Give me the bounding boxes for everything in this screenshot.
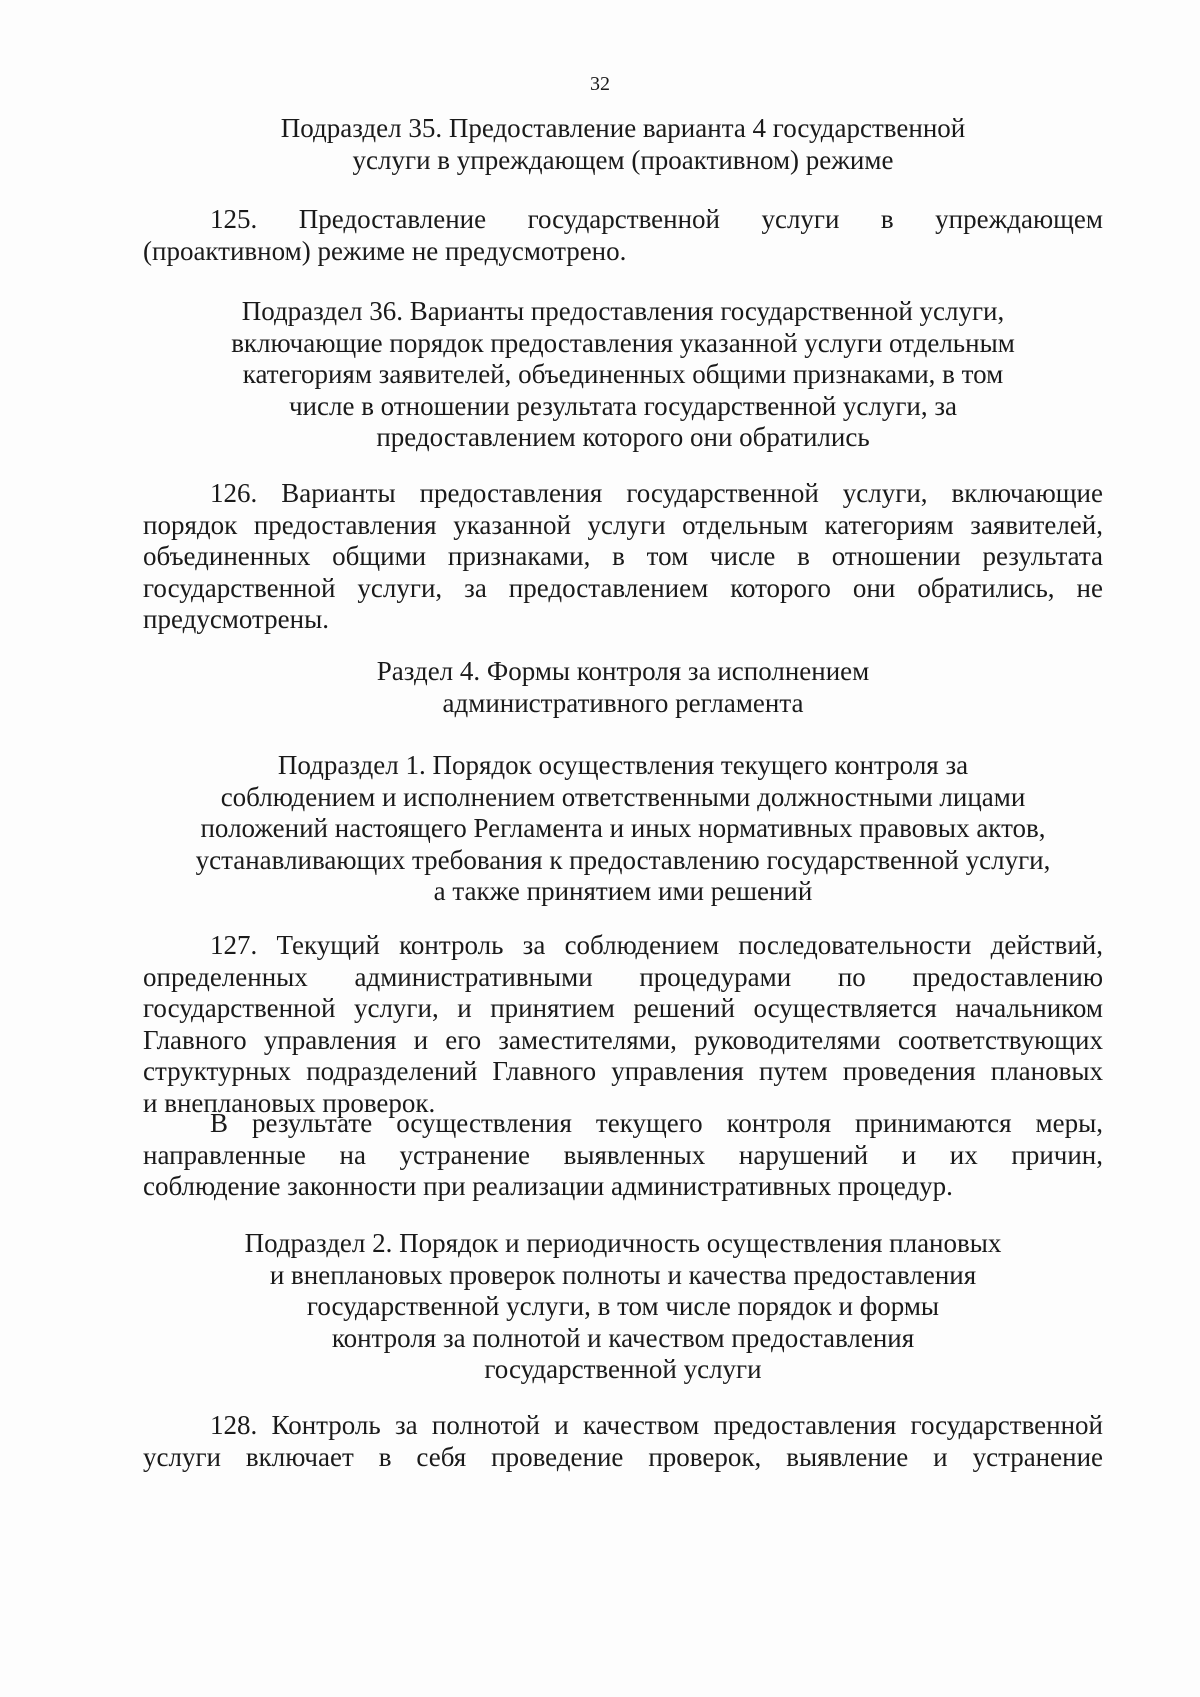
paragraph-line: предусмотрены. (143, 604, 329, 634)
paragraph-line: государственной услуги, за предоставлением которого они обратились, не (143, 572, 1103, 603)
paragraph-127-continuation (143, 1108, 1103, 1203)
heading-line: и внеплановых проверок полноты и качества предоставления (269, 1259, 977, 1290)
paragraph-line: В результате осуществления текущего контроля принимаются меры, (210, 1108, 1103, 1138)
heading-line: государственной услуги (484, 1354, 762, 1384)
subsection-2-heading (143, 1228, 1103, 1386)
paragraph-line: и внеплановых проверок. (143, 1087, 436, 1118)
paragraph-line: структурных подразделений Главного управления путем проведения плановых (143, 1056, 1103, 1086)
paragraph-line: Главного управления и его заместителями, руководителями соответствующих (143, 1024, 1103, 1055)
heading-line: услуги в упреждающем (проактивном) режиме (352, 144, 894, 175)
paragraph-line: 127. Текущий контроль за соблюдением последовательности действий, (210, 930, 1103, 960)
heading-line: числе в отношении результата государственной услуги, за (288, 390, 958, 421)
heading-line: устанавливающих требования к предоставлению государственной услуги, (195, 844, 1051, 875)
paragraph-line: объединенных общими признаками, в том числе в отношении результата (143, 541, 1103, 571)
paragraph-125 (143, 204, 1103, 267)
paragraph-126 (143, 478, 1103, 636)
heading-line: контроля за полнотой и качеством предоставления (331, 1322, 915, 1353)
paragraph-line: соблюдение законности при реализации административных процедур. (143, 1171, 953, 1201)
paragraph-line: направленные на устранение выявленных нарушений и их причин, (143, 1139, 1103, 1170)
paragraph-line: 128. Контроль за полнотой и качеством предоставления государственной (210, 1410, 1103, 1440)
heading-line: предоставлением которого они обратились (376, 422, 870, 452)
heading-line: Подраздел 2. Порядок и периодичность осуществления плановых (244, 1228, 1002, 1258)
heading-line: соблюдением и исполнением ответственными должностными лицами (220, 781, 1026, 812)
heading-line: Раздел 4. Формы контроля за исполнением (376, 656, 870, 686)
heading-line: категориям заявителей, объединенных общими признаками, в том (242, 359, 1004, 389)
heading-line: положений настоящего Регламента и иных нормативных правовых актов, (200, 813, 1046, 843)
paragraph-127 (143, 930, 1103, 1119)
section-4-heading (143, 656, 1103, 719)
subsection-1-heading (143, 750, 1103, 908)
subsection-35-heading (143, 113, 1103, 176)
heading-line: Подраздел 36. Варианты предоставления государственной услуги, (241, 296, 1005, 326)
heading-line: включающие порядок предоставления указанной услуги отдельным (231, 327, 1015, 358)
paragraph-line: 126. Варианты предоставления государственной услуги, включающие (210, 478, 1103, 508)
paragraph-line: 125. Предоставление государственной услуги в упреждающем (210, 204, 1103, 234)
paragraph-128 (143, 1410, 1103, 1473)
paragraph-line: (проактивном) режиме не предусмотрено. (143, 235, 627, 266)
paragraph-line: определенных административными процедурами по предоставлению (143, 961, 1103, 992)
paragraph-line: порядок предоставления указанной услуги отдельным категориям заявителей, (143, 509, 1103, 540)
subsection-36-heading (143, 296, 1103, 454)
page-number: 32 (590, 73, 610, 95)
heading-line: а также принятием ими решений (433, 876, 813, 906)
heading-line: административного регламента (442, 687, 804, 718)
paragraph-line: государственной услуги, и принятием решений осуществляется начальником (143, 993, 1103, 1023)
heading-line: Подраздел 35. Предоставление варианта 4 государственной (280, 113, 966, 143)
heading-line: Подраздел 1. Порядок осуществления текущего контроля за (277, 750, 969, 780)
heading-line: государственной услуги, в том числе порядок и формы (306, 1291, 940, 1321)
paragraph-line: услуги включает в себя проведение проверок, выявление и устранение (143, 1441, 1103, 1472)
